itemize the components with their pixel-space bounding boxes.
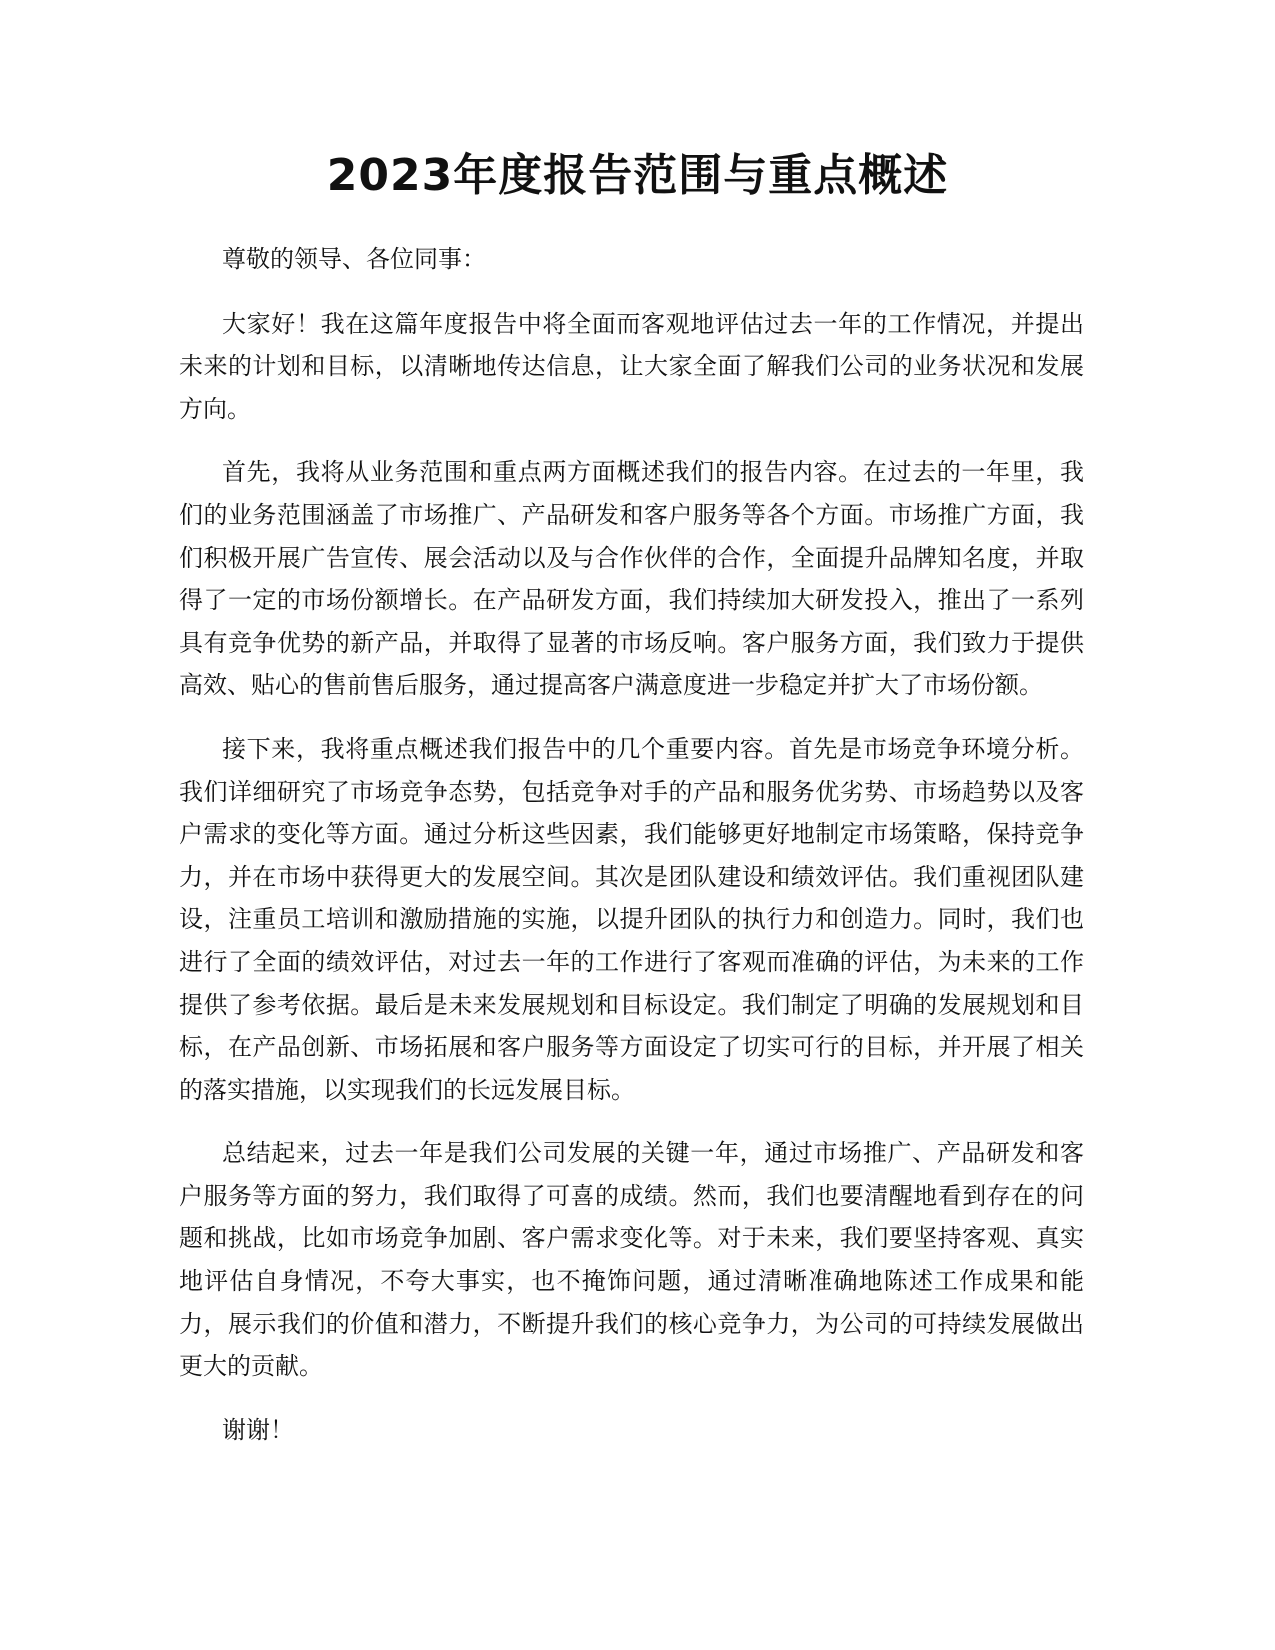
paragraph-greeting: 大家好！我在这篇年度报告中将全面而客观地评估过去一年的工作情况，并提出未来的计划和目标，以清晰地传达信息，让大家全面了解我们公司的业务状况和发展方向。 [179, 309, 1084, 423]
paragraph-key-points: 接下来，我将重点概述我们报告中的几个重要内容。首先是市场竞争环境分析。我们详细研究了市场竞争态势，包括竞争对手的产品和服务优劣势、市场趋势以及客户需求的变化等方面。通过分析这些因素，我们能够更好地制定市场策略，保持竞争力，并在市场中获得更大的发展空间。其次是团队建设和绩效评估。我们重视团队建设，注重员工培训和激励措施的实施，以提升团队的执行力和创造力。同时，我们也进行了全面的绩效评估，对过去一年的工作进行了客观而准确的评估，为未来的工作提供了参考依据。最后是未来发展规划和目标设定。我们制定了明确的发展规划和目标，在产品创新、市场拓展和客户服务等方面设定了切实可行的目标，并开展了相关的落实措施，以实现我们的长远发展目标。 [179, 734, 1084, 1104]
document-title: 2023年度报告范围与重点概述 [326, 150, 949, 201]
document-body [179, 238, 1084, 1472]
paragraph-summary: 总结起来，过去一年是我们公司发展的关键一年，通过市场推广、产品研发和客户服务等方面的努力，我们取得了可喜的成绩。然而，我们也要清醒地看到存在的问题和挑战，比如市场竞争加剧、客户需求变化等。对于未来，我们要坚持客观、真实地评估自身情况，不夸大事实，也不掩饰问题，通过清晰准确地陈述工作成果和能力，展示我们的价值和潜力，不断提升我们的核心竞争力，为公司的可持续发展做出更大的贡献。 [179, 1139, 1084, 1381]
closing: 谢谢！ [222, 1415, 294, 1444]
paragraph-scope: 首先，我将从业务范围和重点两方面概述我们的报告内容。在过去的一年里，我们的业务范围涵盖了市场推广、产品研发和客户服务等各个方面。市场推广方面，我们积极开展广告宣传、展会活动以及与合作伙伴的合作，全面提升品牌知名度，并取得了一定的市场份额增长。在产品研发方面，我们持续加大研发投入，推出了一系列具有竞争优势的新产品，并取得了显著的市场反响。客户服务方面，我们致力于提供高效、贴心的售前售后服务，通过提高客户满意度进一步稳定并扩大了市场份额。 [179, 458, 1084, 700]
salutation: 尊敬的领导、各位同事： [222, 245, 486, 273]
